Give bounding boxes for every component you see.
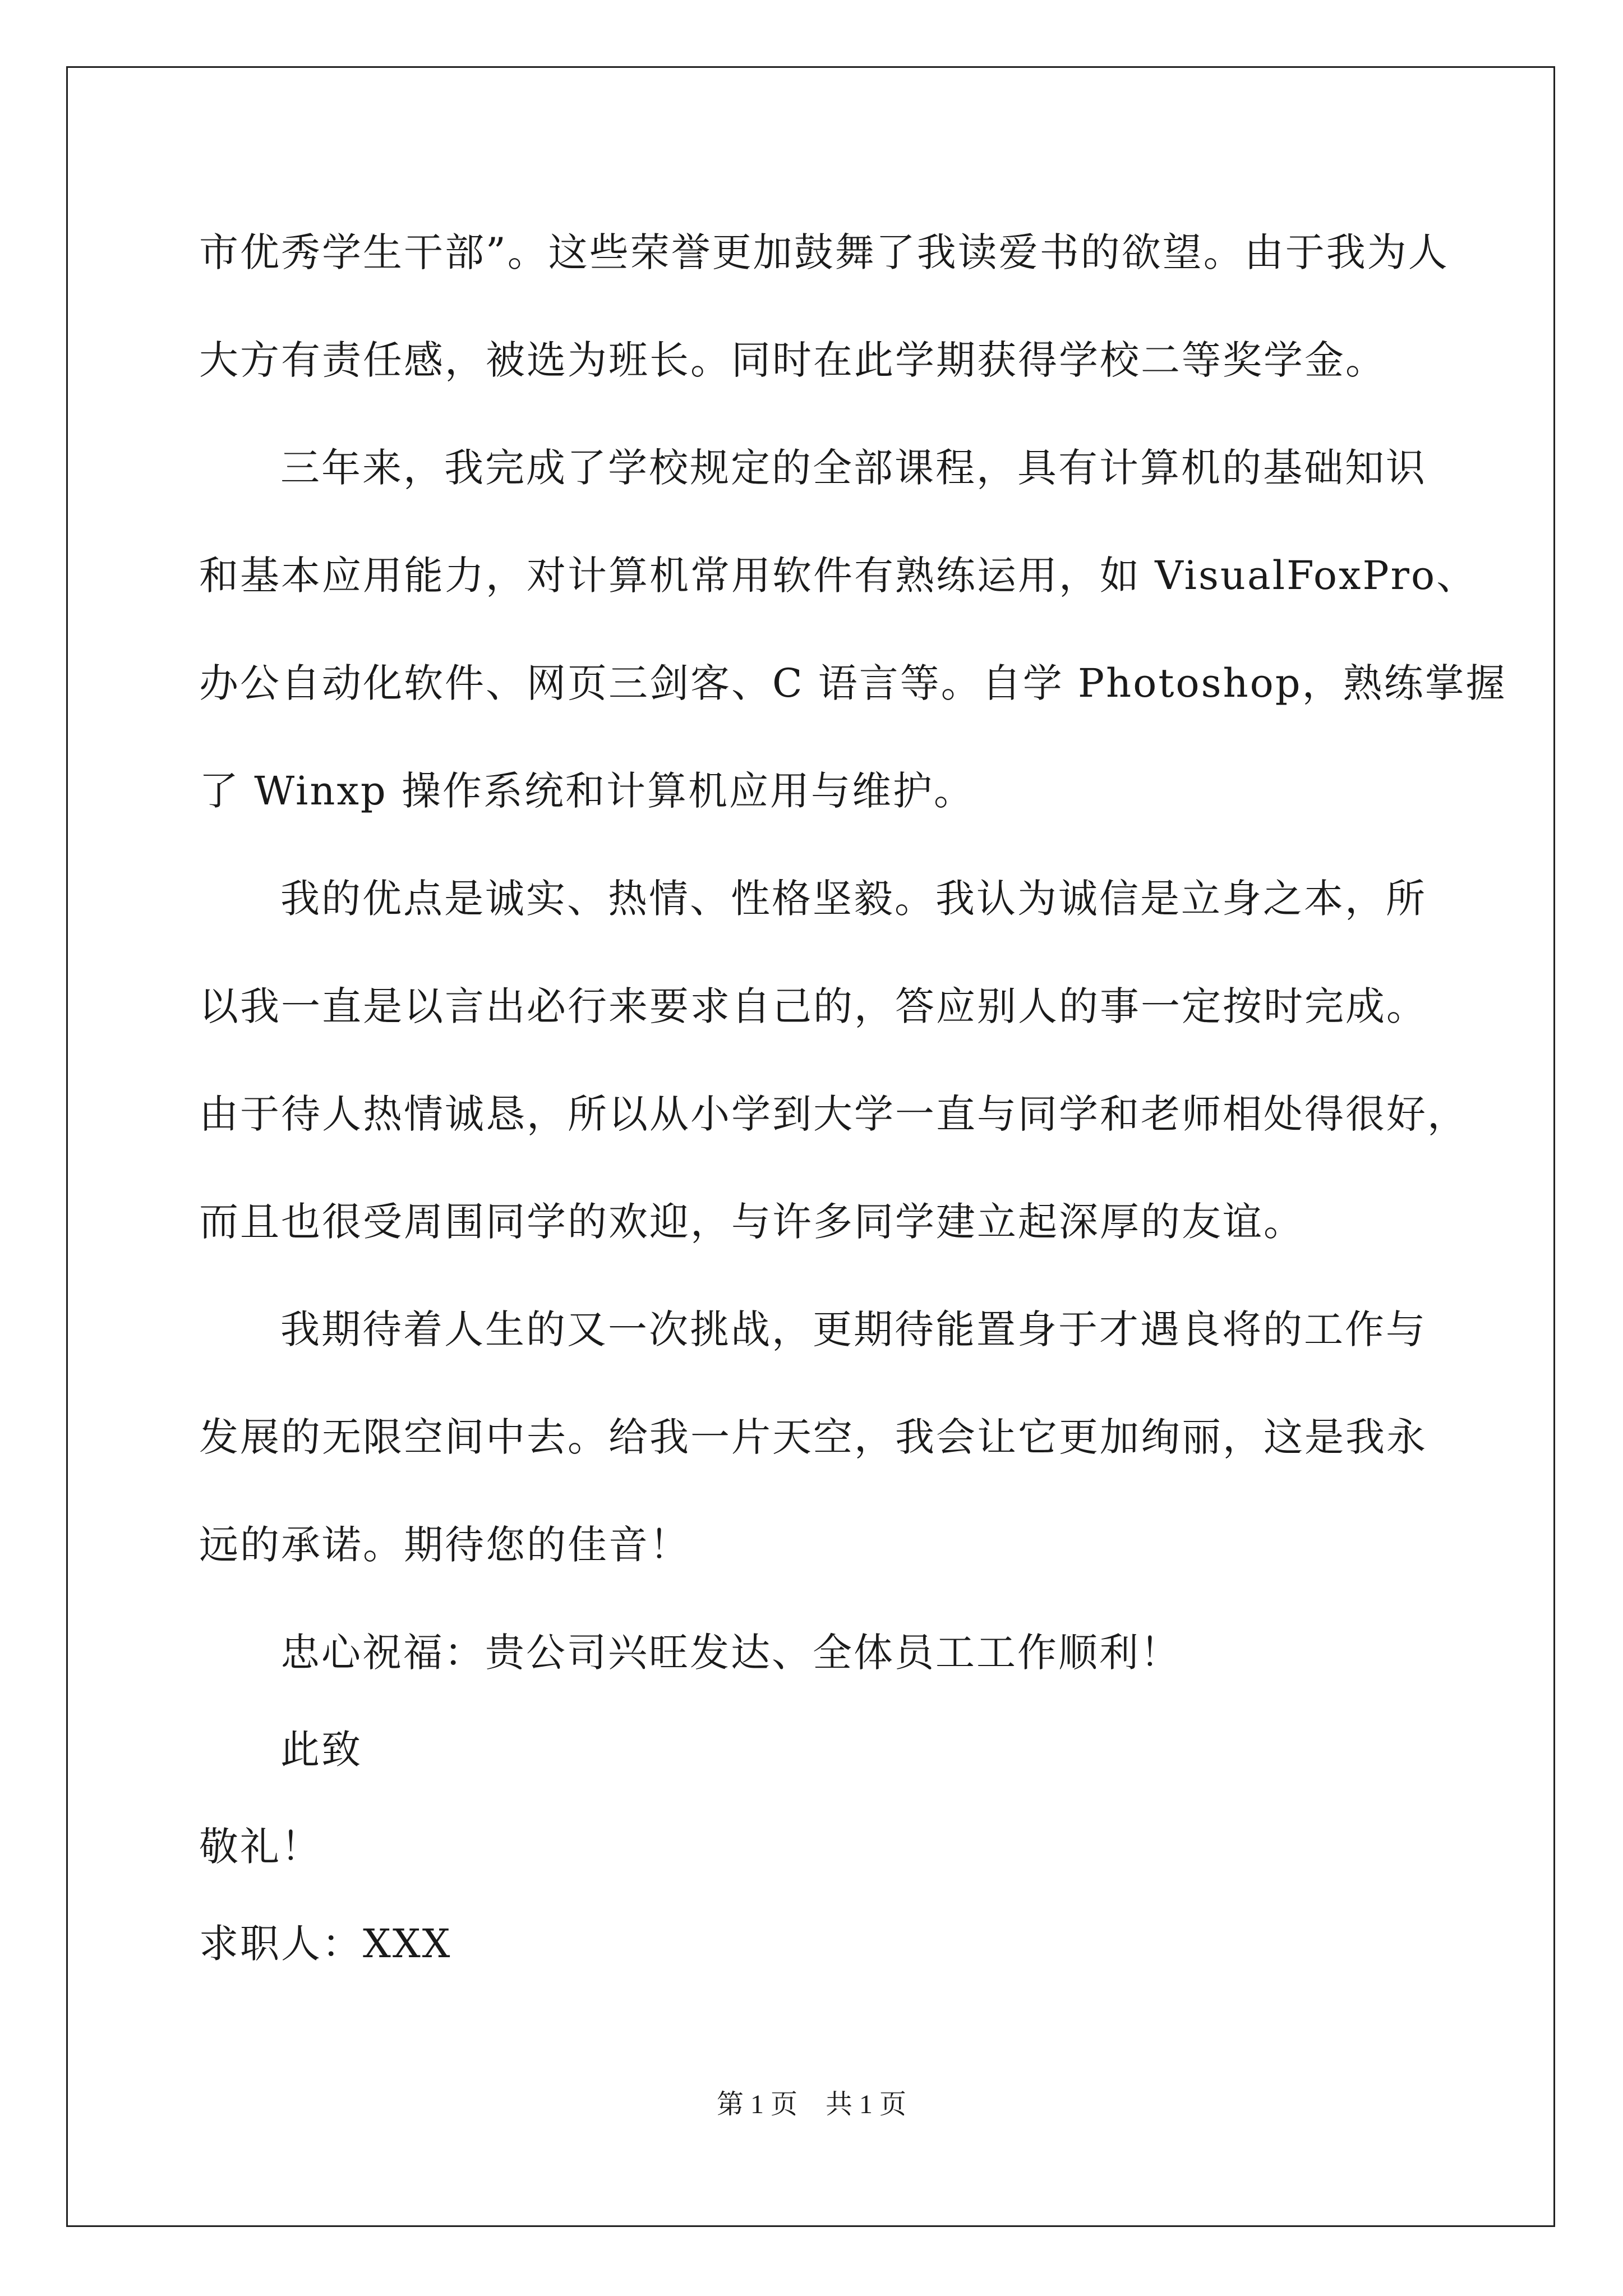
paragraph-start-line: 我的优点是诚实、热情、性格坚毅。我认为诚信是立身之本，所 [280, 876, 1427, 922]
body-line: 办公自动化软件、网页三剑客、C 语言等。自学 Photoshop，熟练掌握 [199, 660, 1507, 706]
salutation-closing: 此致 [280, 1727, 362, 1773]
salutation-regards: 敬礼！ [199, 1824, 322, 1870]
body-line: 大方有责任感，被选为班长。同时在此学期获得学校二等奖学金。 [199, 337, 1386, 383]
page-total: 共 1 页 [826, 2090, 907, 2119]
page-border [66, 66, 1555, 2227]
body-line: 远的承诺。期待您的佳音！ [199, 1522, 690, 1568]
body-line: 而且也很受周围同学的欢迎，与许多同学建立起深厚的友谊。 [199, 1199, 1304, 1245]
page-number: 第 1 页 [716, 2090, 797, 2119]
body-line: 由于待人热情诚恳，所以从小学到大学一直与同学和老师相处得很好， [199, 1091, 1468, 1137]
page-footer [0, 2088, 1623, 2122]
body-line: 了 Winxp 操作系统和计算机应用与维护。 [199, 768, 975, 814]
closing-wish: 忠心祝福：贵公司兴旺发达、全体员工工作顺利！ [280, 1630, 1181, 1676]
paragraph-start-line: 三年来，我完成了学校规定的全部课程，具有计算机的基础知识 [280, 445, 1427, 491]
body-line: 以我一直是以言出必行来要求自己的，答应别人的事一定按时完成。 [199, 983, 1427, 1029]
body-line: 发展的无限空间中去。给我一片天空，我会让它更加绚丽，这是我永 [199, 1414, 1427, 1460]
body-line: 和基本应用能力，对计算机常用软件有熟练运用，如 VisualFoxPro、 [199, 553, 1478, 599]
paragraph-start-line: 我期待着人生的又一次挑战，更期待能置身于才遇良将的工作与 [280, 1306, 1427, 1352]
body-line: 市优秀学生干部”。这些荣誉更加鼓舞了我读爱书的欲望。由于我为人 [199, 229, 1449, 275]
applicant-signature: 求职人：XXX [199, 1921, 452, 1967]
